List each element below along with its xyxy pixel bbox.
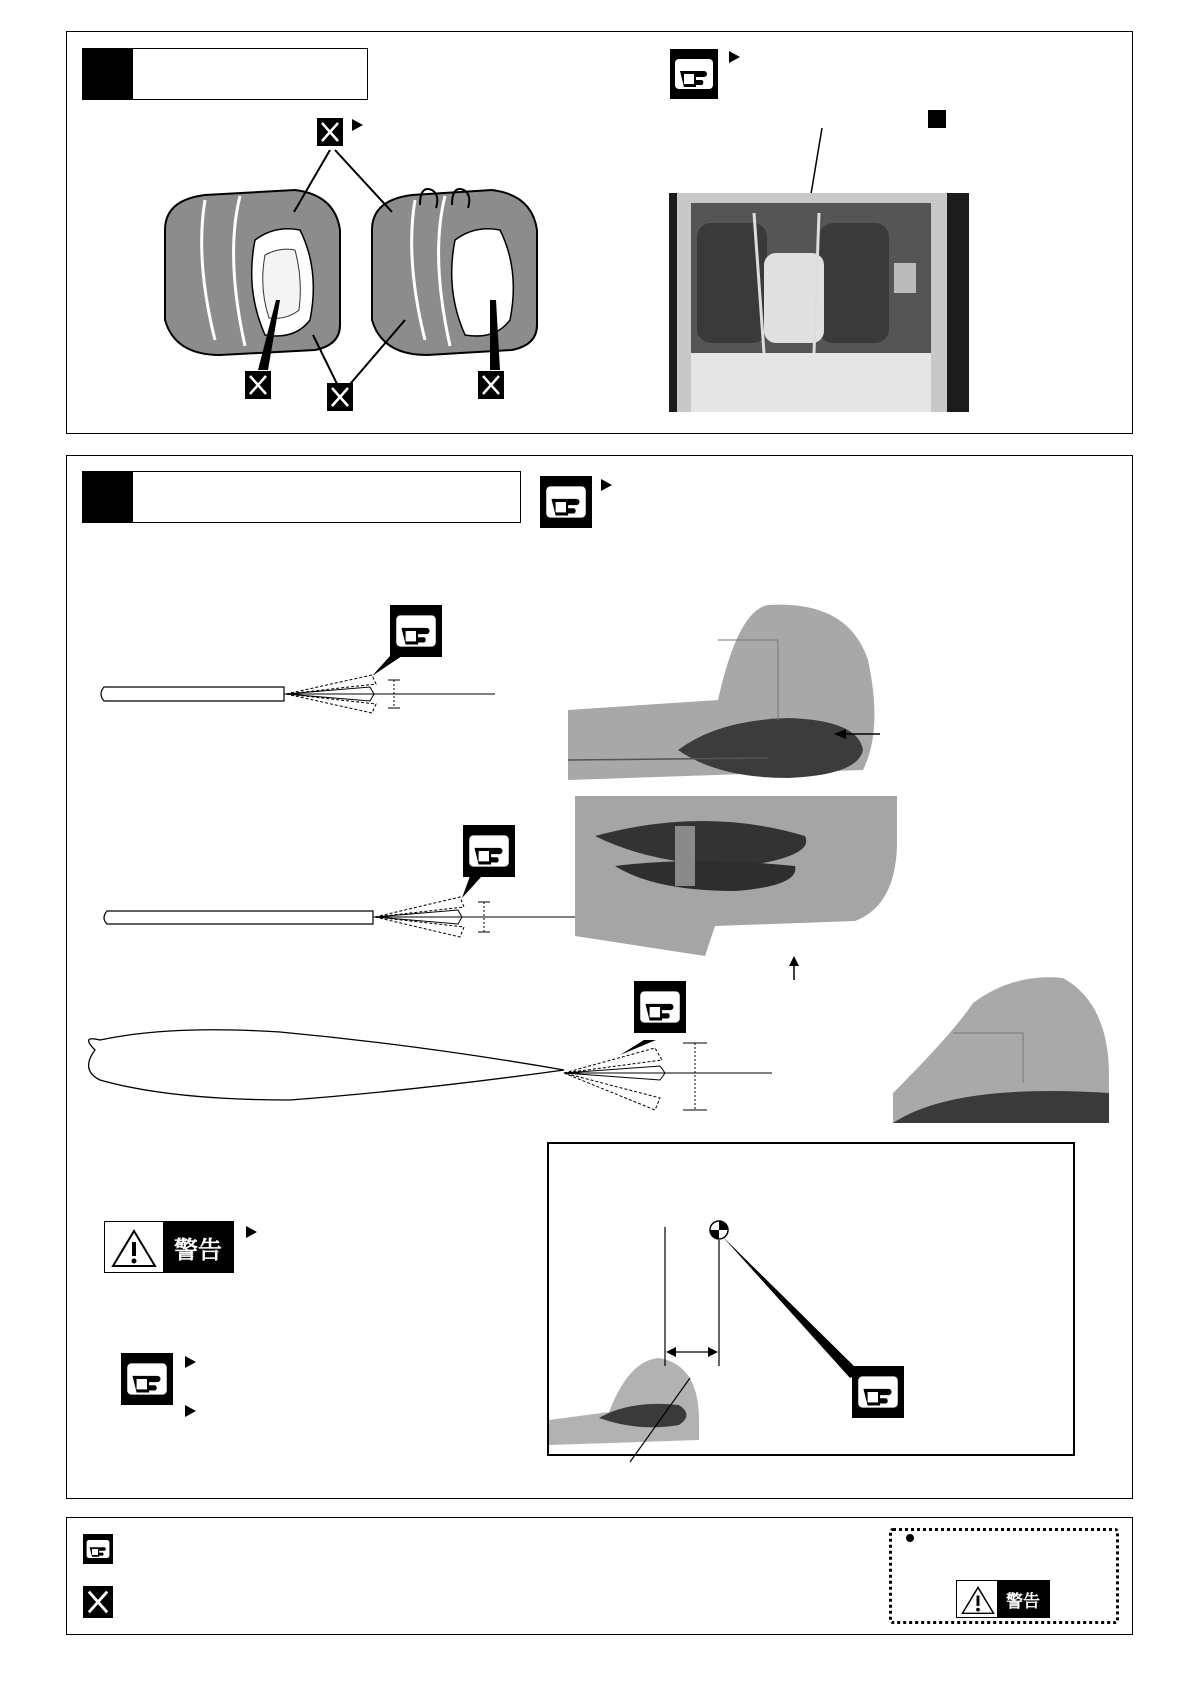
triangle-arrow-icon [352,119,363,131]
warning-label [104,1221,234,1273]
tail-elevator-photo [575,796,897,956]
step-number-box [83,472,133,522]
pointing-hand-icon [83,1534,113,1564]
cg-tail-photo [549,1350,701,1454]
warning-text: 警告 [163,1222,233,1272]
tail-rudder-photo [568,600,890,798]
legend-warning-label [956,1580,1050,1618]
pointing-hand-icon [390,605,442,657]
triangle-arrow-icon [729,51,740,63]
triangle-arrow-icon [601,479,612,491]
step-header-1 [82,48,368,100]
legend-warning-text: 警告 [997,1581,1049,1617]
step-header-2 [82,471,521,523]
tail-fin-photo [893,973,1109,1123]
pointing-hand-icon [852,1366,904,1418]
pointing-hand-icon [634,981,686,1033]
marker-square [928,110,946,128]
step-number-box [83,49,133,99]
x-mark-icon [317,118,343,146]
x-mark-icon [245,371,271,399]
fuselage-battery-photo [669,193,969,412]
bullet-dot [906,1534,914,1542]
x-mark-icon [327,383,353,411]
triangle-arrow-icon [246,1226,257,1238]
pointing-hand-icon [670,49,718,99]
warning-triangle-icon [961,1585,995,1615]
pointing-hand-icon [540,476,592,528]
triangle-arrow-icon [185,1356,196,1368]
x-mark-icon [83,1586,113,1618]
pointing-hand-icon [463,825,515,877]
x-mark-icon [478,371,504,399]
triangle-arrow-icon [185,1405,196,1417]
pointing-hand-icon [121,1353,173,1405]
warning-triangle-icon [111,1228,157,1268]
